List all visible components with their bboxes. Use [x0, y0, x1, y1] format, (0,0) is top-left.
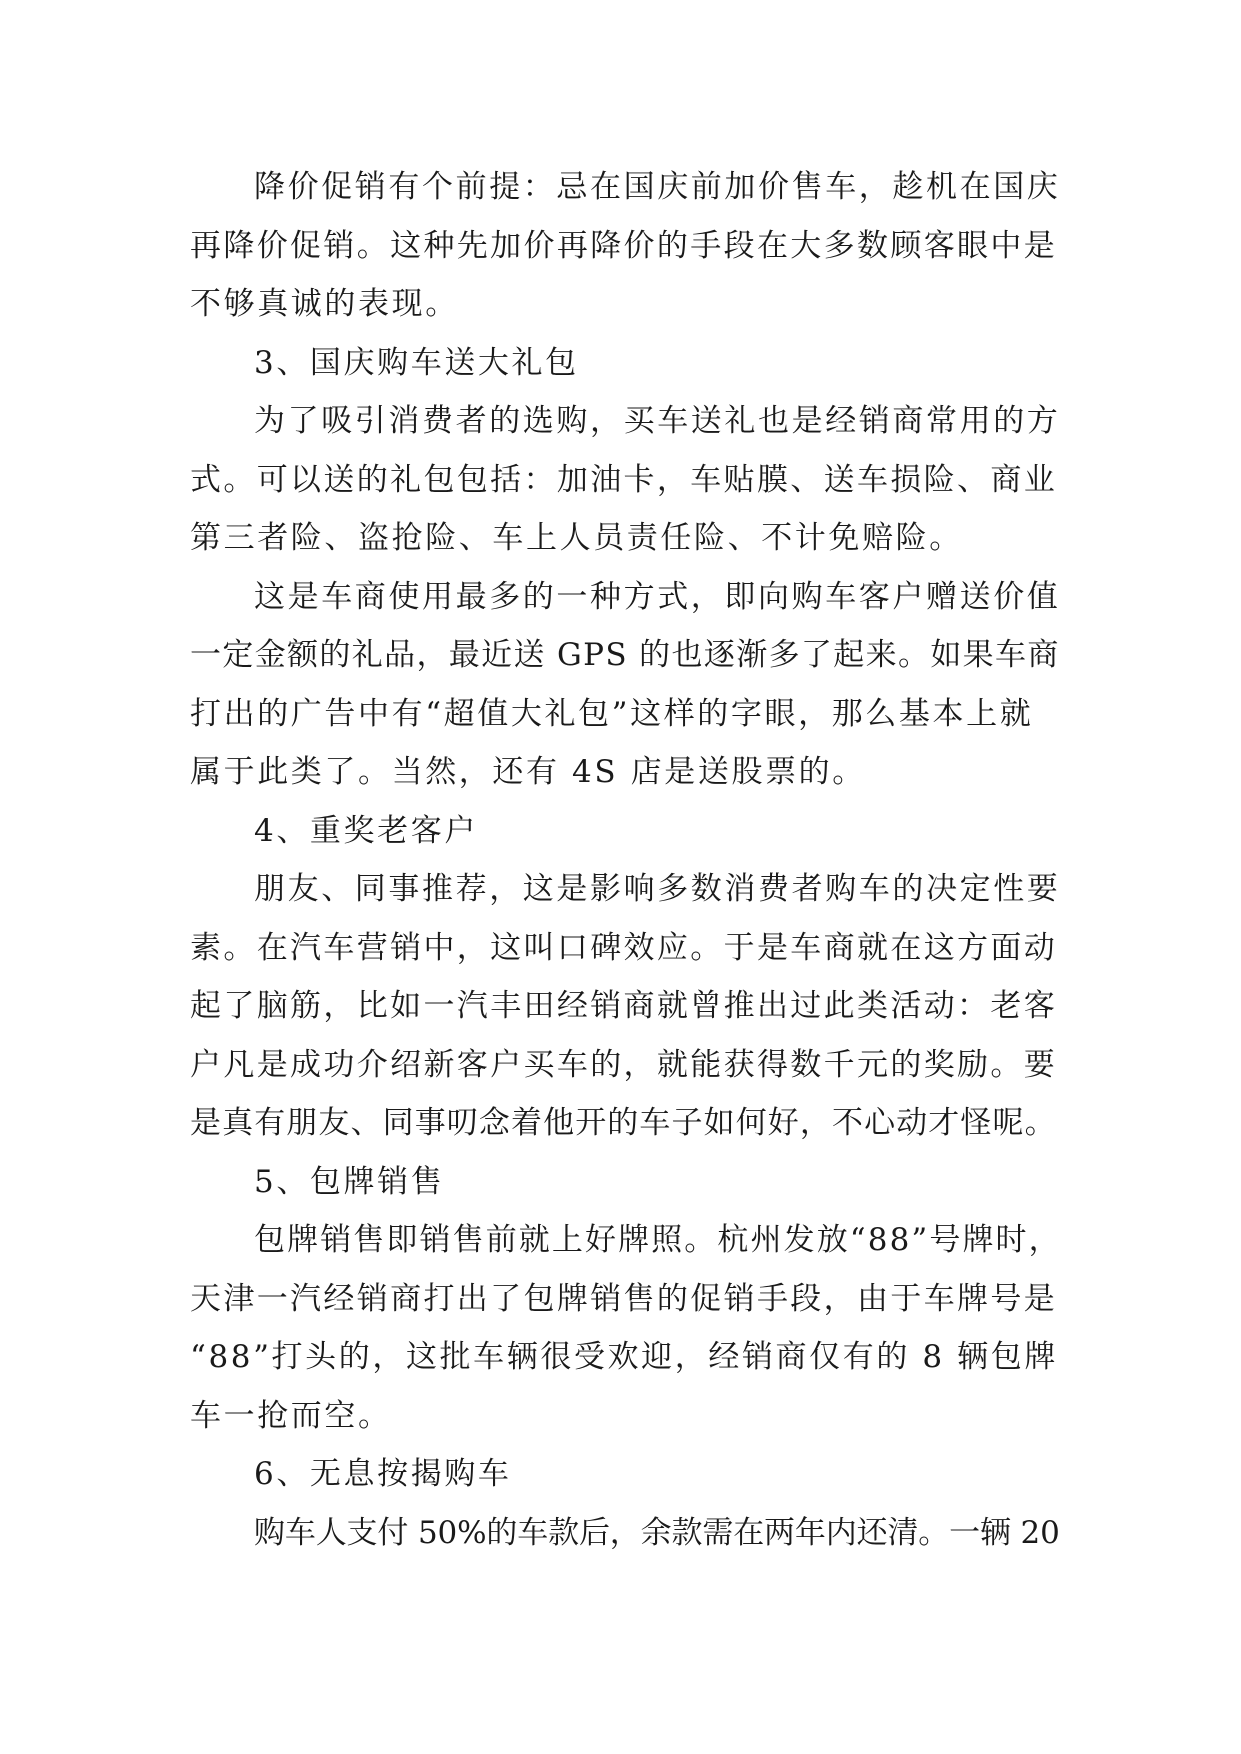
text-line: 打出的广告中有“超值大礼包”这样的字眼，那么基本上就 — [190, 695, 1034, 732]
section-heading-6: 6、无息按揭购车 — [254, 1456, 512, 1492]
text-line: 式。可以送的礼包包括：加油卡，车贴膜、送车损险、商业 — [190, 461, 1058, 498]
section-heading-3: 3、国庆购车送大礼包 — [254, 344, 579, 381]
section-heading-4: 4、重奖老客户 — [254, 812, 478, 849]
text-line: 户凡是成功介绍新客户买车的，就能获得数千元的奖励。要 — [190, 1046, 1058, 1083]
text-line: 第三者险、盗抢险、车上人员责任险、不计免赔险。 — [190, 520, 963, 556]
text-line: 为了吸引消费者的选购，买车送礼也是经销商常用的方 — [254, 403, 1061, 439]
text-line: 降价促销有个前提：忌在国庆前加价售车，趁机在国庆 — [254, 169, 1061, 205]
text-line: 不够真诚的表现。 — [190, 286, 459, 322]
text-line: 一定金额的礼品，最近送 GPS 的也逐渐多了起来。如果车商 — [190, 637, 1060, 673]
text-line: 购车人支付 50%的车款后，余款需在两年内还清。一辆 20 — [254, 1514, 1060, 1551]
text-line: 再降价促销。这种先加价再降价的手段在大多数顾客眼中是 — [190, 227, 1058, 264]
text-line: 属于此类了。当然，还有 4S 店是送股票的。 — [190, 754, 866, 790]
text-line: 素。在汽车营销中，这叫口碑效应。于是车商就在这方面动 — [190, 929, 1058, 966]
text-line: 包牌销售即销售前就上好牌照。杭州发放“88”号牌时， — [254, 1222, 1062, 1258]
text-line: 是真有朋友、同事叨念着他开的车子如何好，不心动才怪呢。 — [190, 1105, 1057, 1141]
document-body — [190, 158, 1062, 1562]
text-line: 这是车商使用最多的一种方式，即向购车客户赠送价值 — [254, 578, 1061, 615]
text-line: 车一抢而空。 — [190, 1397, 392, 1434]
text-line: 朋友、同事推荐，这是影响多数消费者购车的决定性要 — [254, 871, 1061, 907]
text-line: “88”打头的，这批车辆很受欢迎，经销商仅有的 8 辆包牌 — [190, 1339, 1058, 1375]
text-line: 起了脑筋，比如一汽丰田经销商就曾推出过此类活动：老客 — [190, 988, 1058, 1024]
text-line: 天津一汽经销商打出了包牌销售的促销手段，由于车牌号是 — [190, 1280, 1058, 1317]
section-heading-5: 5、包牌销售 — [254, 1163, 445, 1200]
